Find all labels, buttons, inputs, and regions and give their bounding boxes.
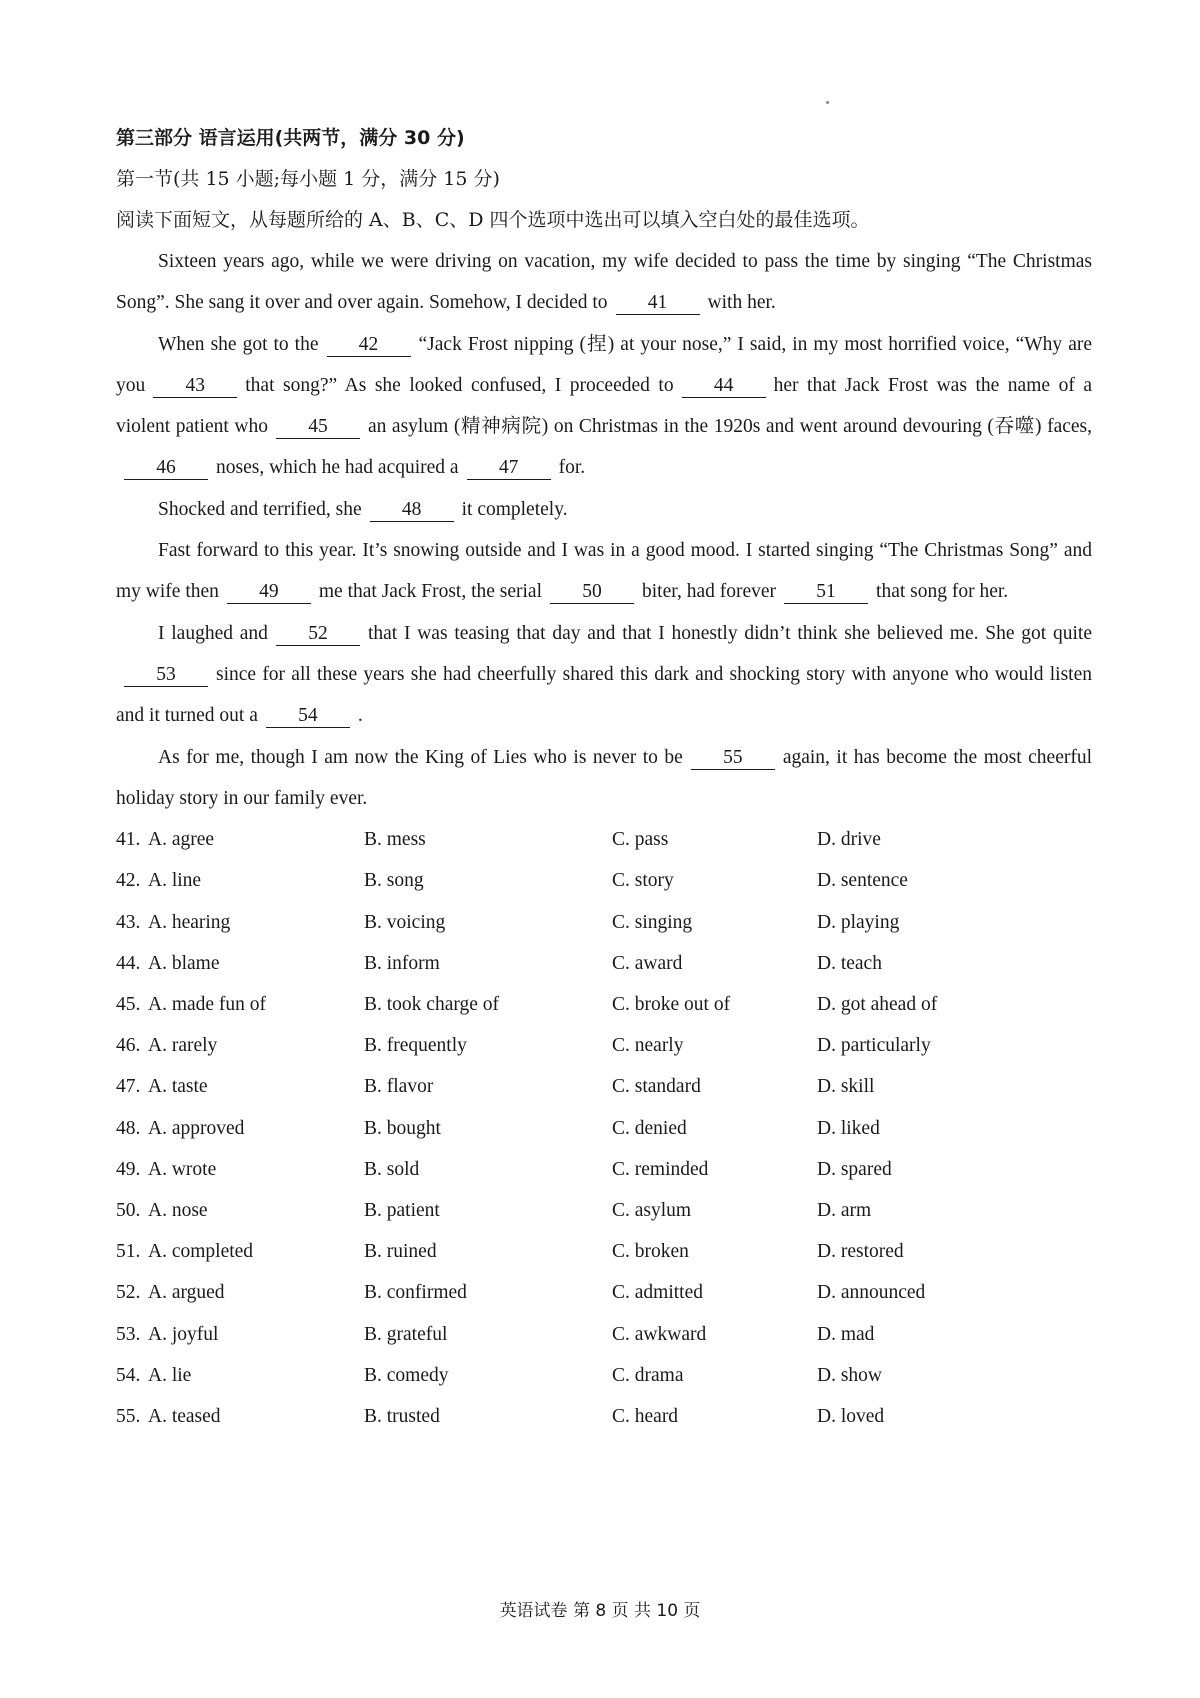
- blank-44: 44: [682, 375, 766, 398]
- question-number: 46.: [116, 1035, 141, 1057]
- option-b: B. comedy: [364, 1364, 449, 1386]
- passage-text: with her.: [707, 292, 776, 314]
- blank-51: 51: [784, 581, 868, 604]
- section-title: 第三部分 语言运用(共两节，满分 30 分): [116, 127, 465, 149]
- option-b: B. took charge of: [364, 993, 500, 1015]
- option-row: [116, 1314, 1092, 1355]
- passage-text: that song for her.: [876, 581, 1009, 603]
- passage-text: that I was teasing that day and that I honestly didn’t think she believed me. She got quite: [367, 622, 1092, 644]
- option-b: B. ruined: [364, 1241, 437, 1263]
- passage-text: that song?” As she looked confused, I proceeded to: [245, 374, 674, 396]
- option-a: A. wrote: [148, 1158, 217, 1180]
- option-c: C. standard: [612, 1076, 701, 1098]
- option-row: [116, 1025, 1092, 1066]
- passage-text: “Jack Frost nipping (捏) at your nose,” I said, in my most horrified voice, “Why are you: [116, 333, 1092, 396]
- passage-paragraph-6: [116, 737, 1092, 820]
- question-number: 50.: [116, 1199, 141, 1221]
- option-d: D. sentence: [817, 870, 908, 892]
- page-content: [116, 118, 1092, 1437]
- option-b: B. frequently: [364, 1035, 467, 1057]
- option-d: D. loved: [817, 1406, 885, 1427]
- option-d: D. spared: [817, 1158, 892, 1180]
- option-c: C. nearly: [612, 1035, 684, 1057]
- passage-text: Shocked and terrified, she: [158, 498, 362, 520]
- passage-text: biter, had forever: [642, 581, 777, 603]
- passage-text: noses, which he had acquired a: [216, 457, 459, 479]
- option-a: A. made fun of: [148, 993, 267, 1015]
- option-d: D. mad: [817, 1323, 875, 1345]
- option-row: [116, 943, 1092, 984]
- blank-52: 52: [276, 623, 360, 646]
- option-d: D. teach: [817, 952, 882, 974]
- blank-55: 55: [691, 747, 775, 770]
- question-number: 51.: [116, 1241, 141, 1263]
- option-a: A. approved: [148, 1117, 245, 1139]
- option-c: C. denied: [612, 1117, 687, 1139]
- option-d: D. arm: [817, 1199, 872, 1221]
- option-d: D. restored: [817, 1241, 904, 1263]
- blank-43: 43: [153, 375, 237, 398]
- option-c: C. broke out of: [612, 993, 731, 1015]
- option-b: B. sold: [364, 1158, 420, 1180]
- question-number: 41.: [116, 829, 141, 851]
- option-a: A. joyful: [148, 1323, 219, 1345]
- option-d: D. particularly: [817, 1035, 931, 1057]
- option-row: [116, 1355, 1092, 1396]
- option-d: D. got ahead of: [817, 993, 938, 1015]
- option-c: C. reminded: [612, 1158, 709, 1180]
- passage-text: for.: [558, 457, 586, 479]
- option-a: A. hearing: [148, 911, 231, 933]
- option-c: C. heard: [612, 1406, 679, 1427]
- passage-paragraph-5: [116, 613, 1092, 737]
- question-number: 47.: [116, 1076, 141, 1098]
- option-c: C. drama: [612, 1364, 684, 1386]
- passage-paragraph-3: [116, 489, 1092, 530]
- passage-text: an asylum (精神病院) on Christmas in the 1920s and went around devouring (吞噬) faces,: [367, 416, 1092, 438]
- option-a: A. blame: [148, 952, 220, 974]
- question-number: 45.: [116, 993, 141, 1015]
- option-row: [116, 1149, 1092, 1190]
- question-number: 55.: [116, 1406, 141, 1427]
- option-row: [116, 860, 1092, 901]
- passage-text: I laughed and: [158, 622, 268, 644]
- blank-48: 48: [370, 499, 454, 522]
- option-row: [116, 1108, 1092, 1149]
- passage-text: me that Jack Frost, the serial: [318, 581, 542, 603]
- question-number: 44.: [116, 952, 141, 974]
- option-b: B. bought: [364, 1117, 441, 1139]
- passage-paragraph-1: [116, 241, 1092, 324]
- option-a: A. line: [148, 870, 202, 892]
- passage-paragraph-4: [116, 530, 1092, 613]
- passage-text: again, it has become the most cheerful holiday story in our family ever.: [116, 746, 1093, 809]
- option-b: B. mess: [364, 829, 426, 851]
- option-row: [116, 902, 1092, 943]
- blank-46: 46: [124, 457, 208, 480]
- option-a: A. teased: [148, 1406, 221, 1427]
- option-b: B. confirmed: [364, 1282, 467, 1304]
- passage-text: Fast forward to this year. It’s snowing outside and I was in a good mood. I started singing “The Christmas Song” and my wife then: [116, 540, 1092, 603]
- option-row: [116, 1272, 1092, 1313]
- option-d: D. drive: [817, 829, 881, 851]
- blank-54: 54: [266, 705, 350, 728]
- question-number: 43.: [116, 911, 141, 933]
- option-b: B. grateful: [364, 1323, 448, 1345]
- option-b: B. patient: [364, 1199, 440, 1221]
- option-c: C. admitted: [612, 1282, 703, 1304]
- option-c: C. pass: [612, 829, 669, 851]
- option-a: A. lie: [148, 1364, 192, 1386]
- passage-text: As for me, though I am now the King of Lies who is never to be: [158, 746, 683, 768]
- question-number: 52.: [116, 1282, 141, 1304]
- blank-50: 50: [550, 581, 634, 604]
- option-d: D. playing: [817, 911, 900, 933]
- question-number: 54.: [116, 1364, 141, 1386]
- options-list: [116, 819, 1092, 1437]
- blank-42: 42: [327, 334, 411, 357]
- passage-text: it completely.: [461, 498, 568, 520]
- option-a: A. argued: [148, 1282, 225, 1304]
- question-number: 48.: [116, 1117, 141, 1139]
- option-b: B. song: [364, 870, 424, 892]
- option-row: [116, 1066, 1092, 1107]
- page-footer: 英语试卷 第 8 页 共 10 页: [499, 1601, 701, 1621]
- option-row: [116, 819, 1092, 860]
- option-c: C. broken: [612, 1241, 689, 1263]
- option-b: B. trusted: [364, 1406, 440, 1427]
- option-d: D. skill: [817, 1076, 875, 1098]
- question-number: 42.: [116, 870, 141, 892]
- option-c: C. awkward: [612, 1323, 707, 1345]
- blank-47: 47: [467, 457, 551, 480]
- option-c: C. award: [612, 952, 683, 974]
- passage-text: When she got to the: [158, 333, 319, 355]
- passage-text: since for all these years she had cheerfully shared this dark and shocking story with anyone who would listen and it turned out a: [116, 663, 1092, 727]
- option-b: B. flavor: [364, 1076, 434, 1098]
- option-a: A. completed: [148, 1241, 254, 1263]
- question-number: 53.: [116, 1323, 141, 1345]
- option-row: [116, 1231, 1092, 1272]
- blank-45: 45: [276, 416, 360, 439]
- option-a: A. taste: [148, 1076, 208, 1098]
- option-a: A. agree: [148, 829, 215, 851]
- subsection-title: 第一节(共 15 小题;每小题 1 分，满分 15 分): [116, 168, 500, 190]
- option-a: A. nose: [148, 1199, 208, 1221]
- option-d: D. liked: [817, 1117, 880, 1139]
- blank-49: 49: [227, 581, 311, 604]
- passage-text: .: [357, 705, 363, 727]
- option-row: [116, 1396, 1092, 1437]
- instruction-text: 阅读下面短文，从每题所给的 A、B、C、D 四个选项中选出可以填入空白处的最佳选项。: [116, 209, 870, 231]
- option-c: C. asylum: [612, 1199, 692, 1221]
- blank-53: 53: [124, 664, 208, 687]
- passage-text: her that Jack Frost was the name of a violent patient who: [116, 374, 1092, 438]
- option-c: C. singing: [612, 911, 693, 933]
- option-row: [116, 984, 1092, 1025]
- option-d: D. announced: [817, 1282, 926, 1304]
- option-row: [116, 1190, 1092, 1231]
- option-c: C. story: [612, 870, 674, 892]
- blank-41: 41: [616, 292, 700, 315]
- question-number: 49.: [116, 1158, 141, 1180]
- option-b: B. inform: [364, 952, 440, 974]
- option-d: D. show: [817, 1364, 883, 1386]
- scan-speck: [826, 101, 829, 104]
- option-b: B. voicing: [364, 911, 446, 933]
- passage-paragraph-2: [116, 324, 1092, 489]
- passage-text: Sixteen years ago, while we were driving on vacation, my wife decided to pass the time by singing “The Christmas Song”. She sang it over and over again. Somehow, I decided to: [116, 251, 1092, 314]
- option-a: A. rarely: [148, 1035, 218, 1057]
